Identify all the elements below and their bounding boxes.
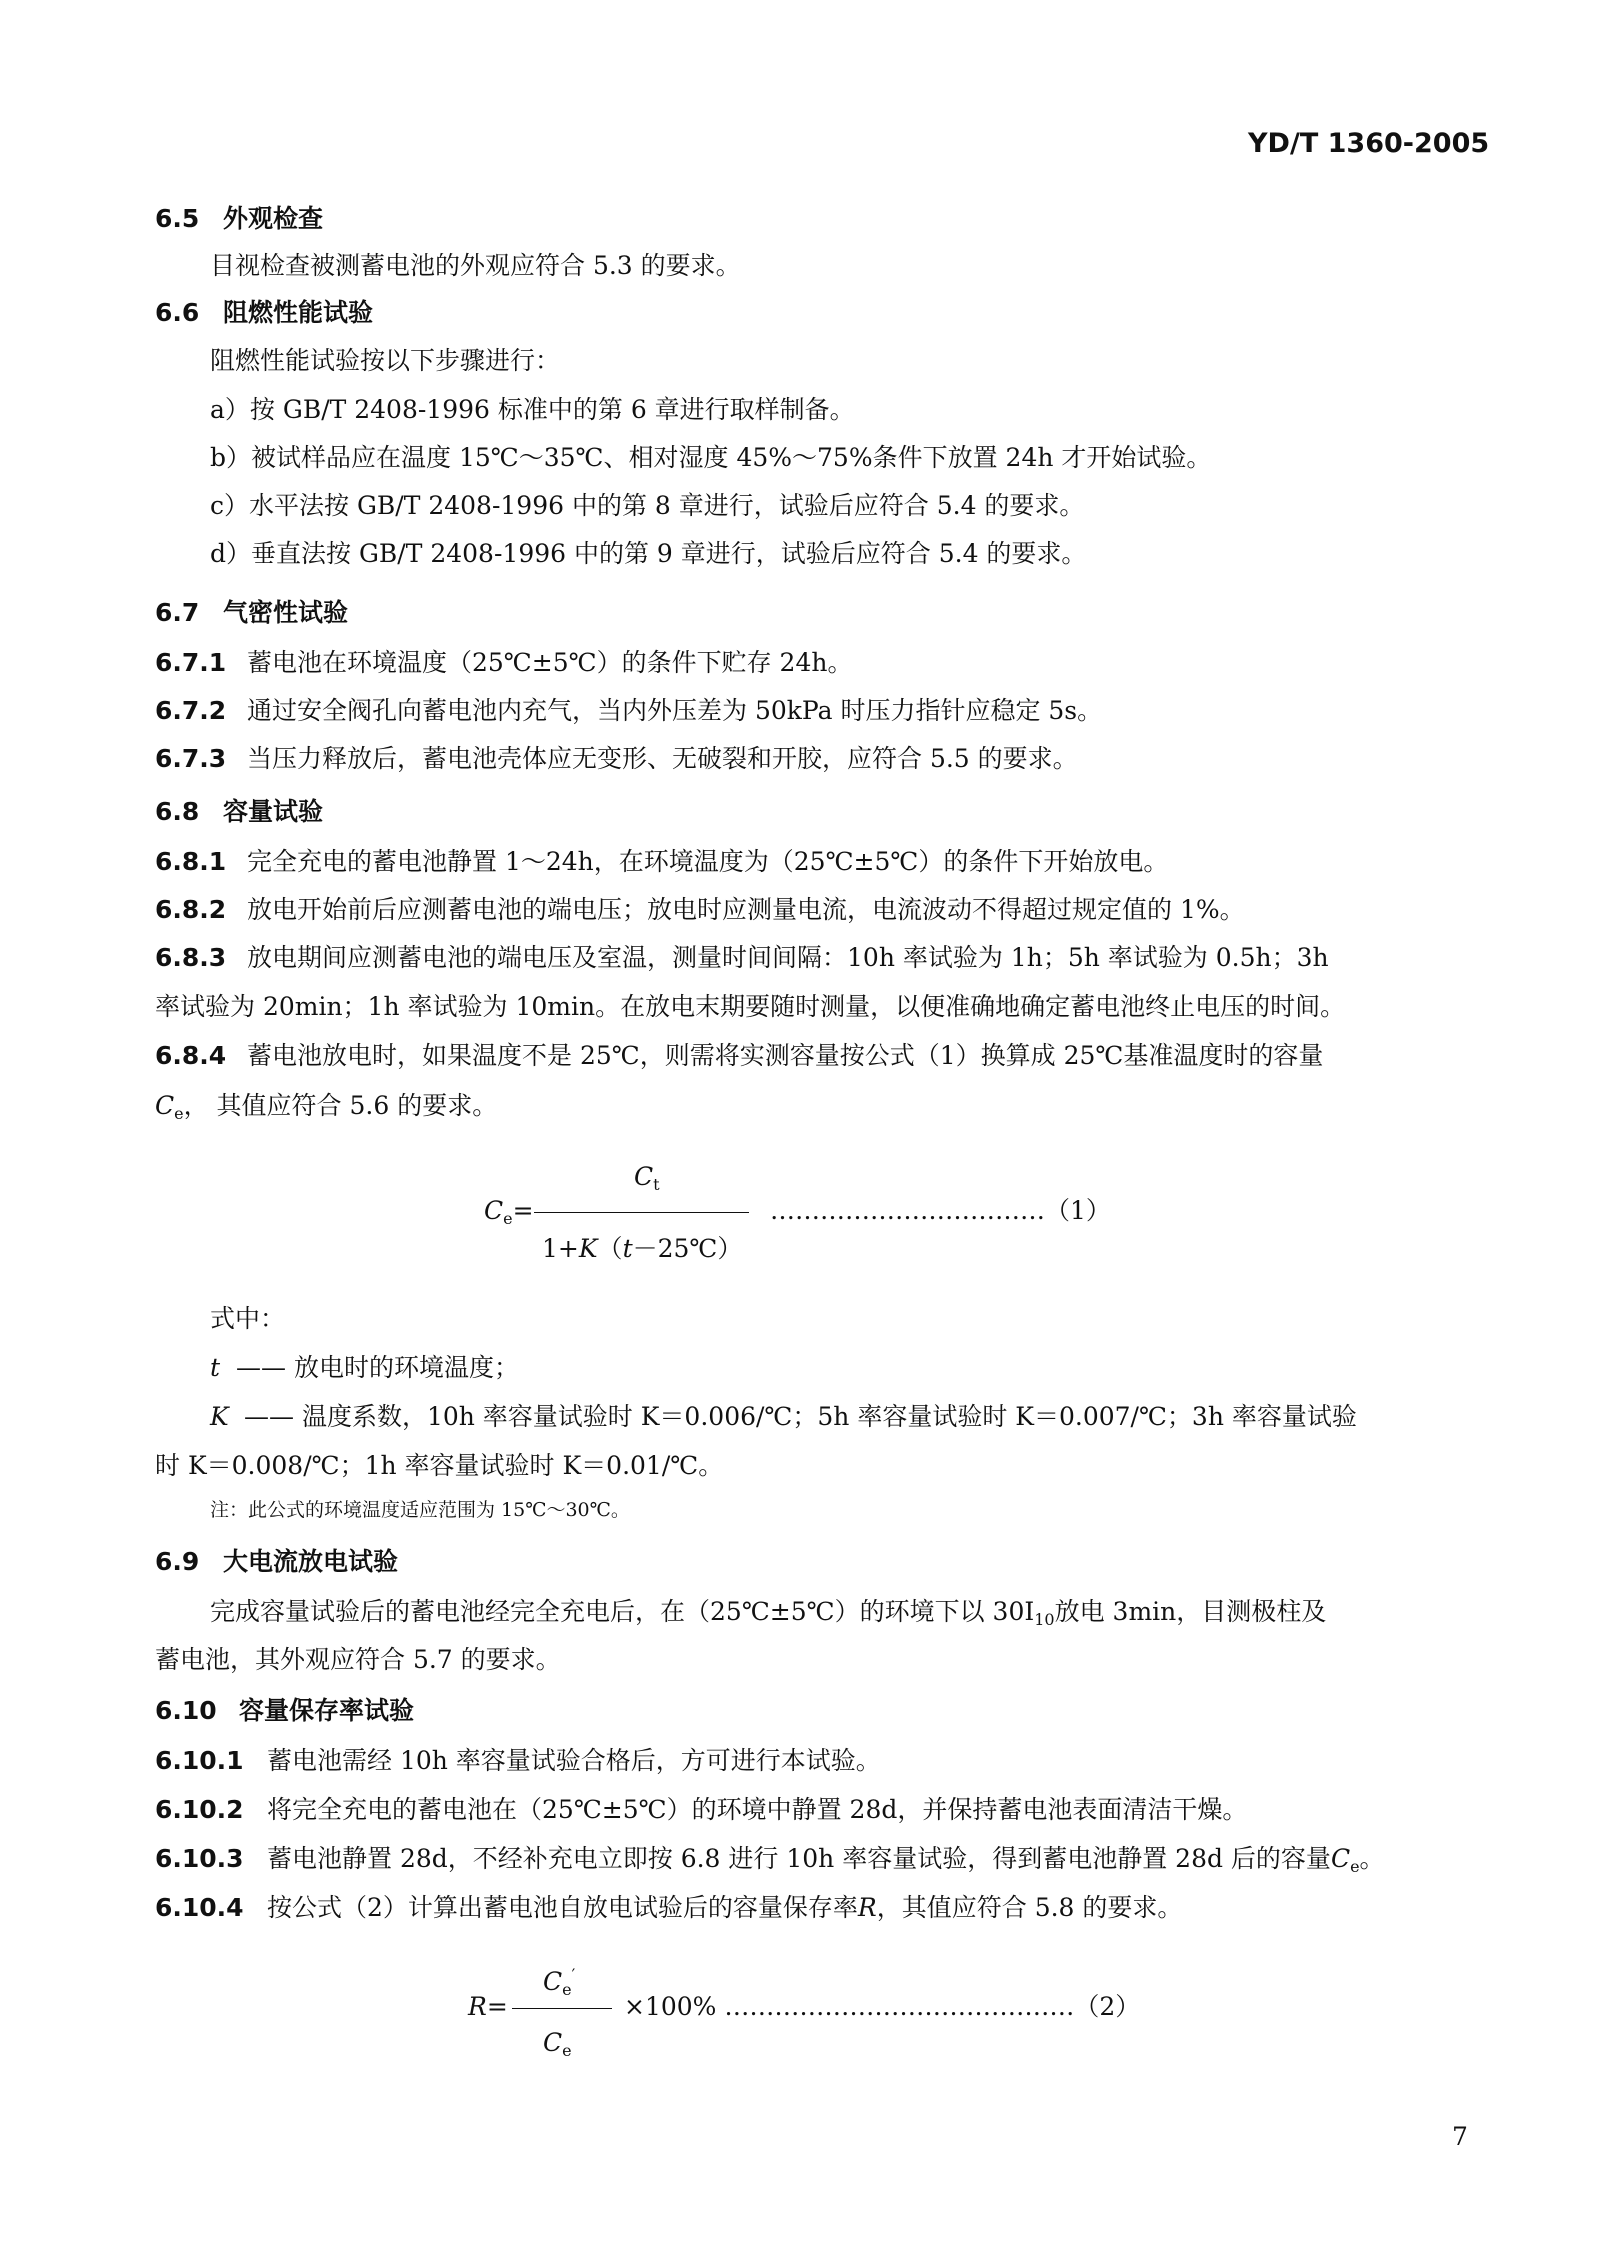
times-100-percent: ×100%	[624, 1992, 717, 2021]
formula-2-numerator	[543, 1958, 575, 2007]
clause-text: 蓄电池静置 28d，不经补充电立即按 6.8 进行 10h 率容量试验，得到蓄电池静置 28d 后的容量	[267, 1844, 1331, 1873]
clause-number: 6.10.2	[155, 1795, 244, 1824]
clause-text: 蓄电池需经 10h 率容量试验合格后，方可进行本试验。	[267, 1746, 881, 1775]
clause-number: 6.10.3	[155, 1844, 244, 1873]
formula-number: （1）	[1045, 1196, 1111, 1225]
clause-number: 6.8.2	[155, 895, 227, 924]
clause-text: 蓄电池放电时，如果温度不是 25℃，则需将实测容量按公式（1）换算成 25℃基准温度时的容量	[247, 1041, 1324, 1070]
section-title: 大电流放电试验	[223, 1547, 399, 1576]
formula-2-rhs	[624, 1990, 1140, 2024]
formula-1-denominator	[542, 1232, 742, 1266]
symbol-k: K	[578, 1234, 598, 1263]
clause-text: 通过安全阀孔向蓄电池内充气，当内外压差为 50kPa 时压力指针应稳定 5s。	[247, 696, 1103, 725]
symbol-t: t	[210, 1353, 221, 1382]
symbol-c: C	[484, 1196, 504, 1225]
clause-continuation: 率试验为 20min；1h 率试验为 10min。在放电末期要随时测量，以便准确地确定蓄电池终止电压的时间。	[155, 992, 1346, 1021]
symbol-c: C	[543, 1967, 563, 1996]
section-title: 容量保存率试验	[239, 1696, 415, 1725]
section-6-6-heading	[155, 296, 373, 330]
clause-6-10-4	[155, 1891, 1182, 1925]
clause-text: ， 其值应符合 5.6 的要求。	[183, 1091, 498, 1120]
text-part: 放电 3min，目测极柱及	[1054, 1597, 1327, 1626]
paragraph	[210, 1595, 1326, 1637]
section-6-9-heading	[155, 1545, 398, 1579]
symbol-r: R	[468, 1992, 487, 2021]
section-number: 6.10	[155, 1696, 217, 1725]
list-item: b）被试样品应在温度 15℃～35℃、相对湿度 45%～75%条件下放置 24h 才开始试验。	[210, 443, 1212, 472]
section-title: 阻燃性能试验	[223, 298, 374, 327]
den-part: （	[597, 1234, 623, 1263]
den-part: －25℃）	[632, 1234, 743, 1263]
clause-text: 放电期间应测蓄电池的端电压及室温，测量时间间隔：10h 率试验为 1h；5h 率试验为 0.5h；3h	[247, 943, 1329, 972]
subscript: 10	[1034, 1610, 1055, 1629]
section-number: 6.5	[155, 204, 200, 233]
document-id: YD/T 1360-2005	[1248, 128, 1490, 159]
formula-1-lhs	[484, 1194, 534, 1236]
equals-sign: =	[486, 1992, 508, 2021]
symbol-c: C	[543, 2028, 563, 2057]
section-6-5-heading	[155, 202, 323, 236]
list-item: c）水平法按 GB/T 2408-1996 中的第 8 章进行，试验后应符合 5.4 的要求。	[210, 491, 1085, 520]
clause-text: 完全充电的蓄电池静置 1～24h，在环境温度为（25℃±5℃）的条件下开始放电。	[247, 847, 1169, 876]
definition-t	[210, 1351, 519, 1385]
subscript: e	[1350, 1857, 1360, 1876]
symbol-c: C	[1330, 1844, 1351, 1873]
section-title: 外观检查	[223, 204, 324, 233]
definition-k	[210, 1400, 1357, 1434]
clause-text: ，其值应符合 5.8 的要求。	[876, 1893, 1183, 1922]
prime: ′	[571, 1965, 576, 1984]
paragraph-continuation: 蓄电池，其外观应符合 5.7 的要求。	[155, 1645, 561, 1674]
paragraph: 阻燃性能试验按以下步骤进行：	[210, 346, 561, 375]
section-title: 容量试验	[223, 797, 324, 826]
definition-text: —— 放电时的环境温度；	[236, 1353, 519, 1382]
formula-2-lhs	[468, 1990, 508, 2024]
section-number: 6.9	[155, 1547, 200, 1576]
section-6-10-heading	[155, 1694, 414, 1728]
clause-text: 按公式（2）计算出蓄电池自放电试验后的容量保存率	[267, 1893, 858, 1922]
clause-number: 6.7.2	[155, 696, 227, 725]
formula-1-leader	[770, 1194, 1111, 1228]
subscript: e	[174, 1104, 184, 1123]
symbol-c: C	[634, 1162, 654, 1191]
subscript: e	[503, 1209, 513, 1228]
formula-1-numerator	[634, 1160, 660, 1202]
list-item: a）按 GB/T 2408-1996 标准中的第 6 章进行取样制备。	[210, 395, 855, 424]
symbol-t: t	[622, 1234, 633, 1263]
den-part: 1+	[542, 1234, 579, 1263]
paragraph: 目视检查被测蓄电池的外观应符合 5.3 的要求。	[210, 251, 741, 280]
clause-number: 6.8.4	[155, 1041, 227, 1070]
clause-6-8-3	[155, 941, 1329, 975]
clause-6-10-1	[155, 1744, 881, 1778]
section-6-8-heading	[155, 795, 323, 829]
clause-6-10-3	[155, 1842, 1385, 1884]
clause-number: 6.7.1	[155, 648, 227, 677]
clause-text: 将完全充电的蓄电池在（25℃±5℃）的环境中静置 28d，并保持蓄电池表面清洁干燥。	[267, 1795, 1248, 1824]
section-number: 6.7	[155, 598, 200, 627]
note: 注：此公式的环境温度适应范围为 15℃～30℃。	[210, 1499, 630, 1521]
formula-number: （2）	[1074, 1992, 1141, 2021]
clause-6-8-1	[155, 845, 1168, 879]
section-number: 6.6	[155, 298, 200, 327]
clause-6-7-2	[155, 694, 1102, 728]
clause-6-10-2	[155, 1793, 1247, 1827]
clause-text: 蓄电池在环境温度（25℃±5℃）的条件下贮存 24h。	[247, 648, 853, 677]
dot-leader: ……………………………………	[724, 1992, 1075, 2021]
subscript: e	[562, 1980, 572, 1999]
equals-sign: =	[512, 1196, 534, 1225]
definition-continuation: 时 K＝0.008/℃；1h 率容量试验时 K＝0.01/℃。	[155, 1451, 724, 1480]
definition-text: —— 温度系数，10h 率容量试验时 K＝0.006/℃；5h 率容量试验时 K＝0.007/℃；3h 率容量试验	[244, 1402, 1357, 1431]
clause-continuation	[155, 1089, 497, 1131]
clause-number: 6.10.1	[155, 1746, 244, 1775]
clause-6-7-1	[155, 646, 852, 680]
section-title: 气密性试验	[223, 598, 349, 627]
formula-2-denominator	[543, 2026, 572, 2068]
dot-leader: ……………………………	[770, 1196, 1045, 1225]
symbol-k: K	[210, 1402, 229, 1431]
formula-1-fraction-bar	[534, 1212, 749, 1213]
clause-text: 放电开始前后应测蓄电池的端电压；放电时应测量电流，电流波动不得超过规定值的 1%。	[247, 895, 1245, 924]
clause-number: 6.8.1	[155, 847, 227, 876]
section-number: 6.8	[155, 797, 200, 826]
clause-6-7-3	[155, 742, 1078, 776]
section-6-7-heading	[155, 596, 348, 630]
clause-number: 6.8.3	[155, 943, 227, 972]
where-label: 式中：	[210, 1304, 286, 1333]
subscript: e	[562, 2041, 572, 2060]
subscript: t	[653, 1175, 660, 1194]
clause-end: 。	[1359, 1844, 1385, 1873]
symbol-r: R	[857, 1893, 877, 1922]
clause-text: 当压力释放后，蓄电池壳体应无变形、无破裂和开胶，应符合 5.5 的要求。	[247, 744, 1078, 773]
clause-6-8-4	[155, 1039, 1323, 1073]
clause-number: 6.7.3	[155, 744, 227, 773]
symbol-c: C	[155, 1091, 175, 1120]
clause-6-8-2	[155, 893, 1245, 927]
list-item: d）垂直法按 GB/T 2408-1996 中的第 9 章进行，试验后应符合 5.4 的要求。	[210, 539, 1087, 568]
clause-number: 6.10.4	[155, 1893, 244, 1922]
page-number: 7	[1452, 2122, 1468, 2151]
text-part: 完成容量试验后的蓄电池经完全充电后，在（25℃±5℃）的环境下以 30I	[210, 1597, 1035, 1626]
formula-2-fraction-bar	[512, 2008, 612, 2009]
